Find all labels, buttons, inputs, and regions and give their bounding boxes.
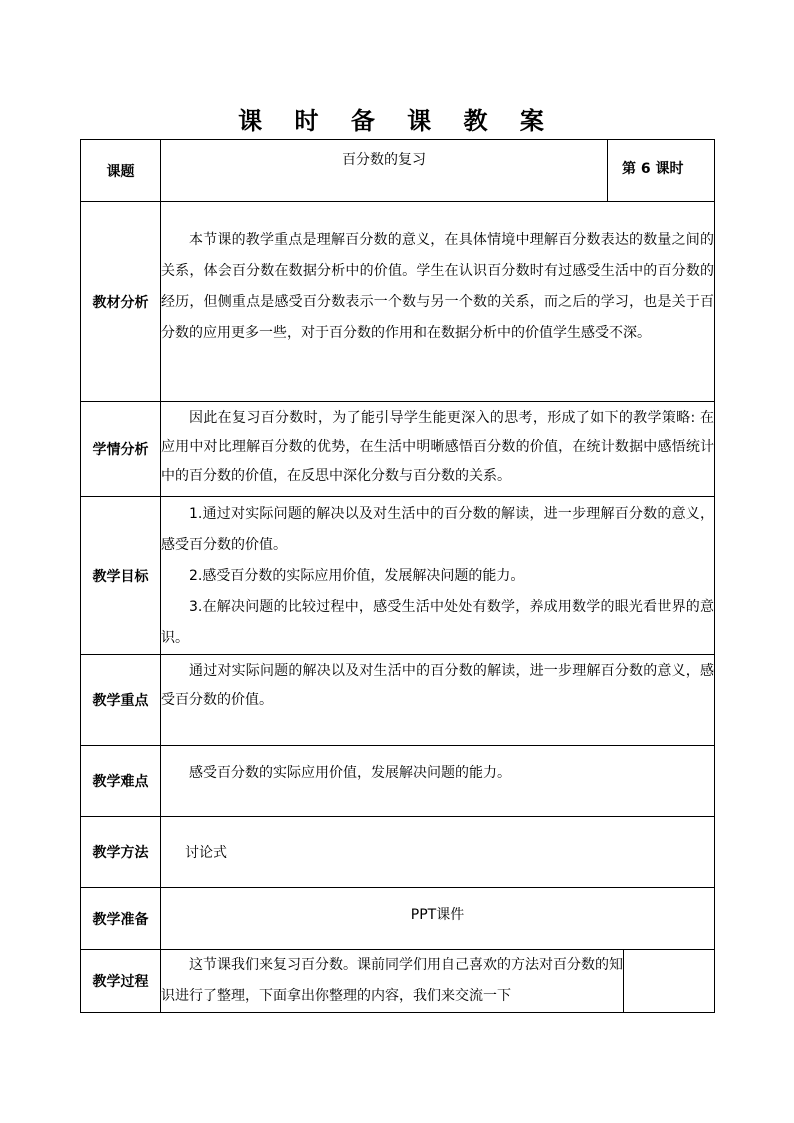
key-points-cell (161, 655, 715, 746)
teaching-process-cell (161, 950, 624, 1013)
material-analysis-text: 本节课的教学重点是理解百分数的意义，在具体情境中理解百分数表达的数量之间的关系，体会百分数在数据分析中的价值。学生在认识百分数时有过感受生活中的百分数的经历，但侧重点是感受百分数表示一个数与另一个数的关系，而之后的学习，也是关于百分数的应用更多一些，对于百分数的作用和在数据分析中的价值学生感受不深。 (161, 232, 714, 341)
teaching-prep-cell: PPT课件 (161, 888, 715, 950)
goal-item-1: 1.通过对实际问题的解决以及对生活中的百分数的解读，进一步理解百分数的意义，感受百分数的价值。 (161, 506, 714, 553)
row-teaching-prep (81, 888, 715, 950)
row-teaching-goals (81, 497, 715, 655)
student-analysis-text: 因此在复习百分数时，为了能引导学生能更深入的思考，形成了如下的教学策略: 在应用中对比理解百分数的优势，在生活中明晰感悟百分数的价值，在统计数据中感悟统计中的百分数的价值，在反思中深化分数与百分数的关系。 (161, 410, 714, 484)
difficult-points-label: 教学难点 (81, 746, 161, 817)
student-analysis-label: 学情分析 (81, 402, 161, 497)
material-analysis-label: 教材分析 (81, 202, 161, 402)
goal-item-2: 2.感受百分数的实际应用价值，发展解决问题的能力。 (189, 568, 525, 584)
teaching-prep-label: 教学准备 (81, 888, 161, 950)
teaching-method-text: 讨论式 (185, 845, 227, 861)
student-analysis-cell (161, 402, 715, 497)
key-points-label: 教学重点 (81, 655, 161, 746)
teaching-process-label: 教学过程 (81, 950, 161, 1013)
row-topic (81, 140, 715, 202)
document-title: 课 时 备 课 教 案 (238, 107, 556, 135)
teaching-method-cell (161, 817, 715, 888)
teaching-method-label: 教学方法 (81, 817, 161, 888)
row-teaching-method (81, 817, 715, 888)
difficult-points-text: 感受百分数的实际应用价值，发展解决问题的能力。 (189, 765, 511, 781)
material-analysis-cell (161, 202, 715, 402)
teaching-goals-cell (161, 497, 715, 655)
topic-label: 课题 (81, 140, 161, 202)
key-points-text: 通过对实际问题的解决以及对生活中的百分数的解读，进一步理解百分数的意义，感受百分数的价值。 (161, 663, 714, 708)
row-difficult-points (81, 746, 715, 817)
row-material-analysis (81, 202, 715, 402)
difficult-points-cell (161, 746, 715, 817)
teaching-process-side-cell (624, 950, 715, 1013)
topic-value: 百分数的复习 (161, 140, 608, 202)
lesson-number: 第 6 课时 (608, 140, 715, 202)
row-student-analysis (81, 402, 715, 497)
row-key-points (81, 655, 715, 746)
goal-item-3: 3.在解决问题的比较过程中，感受生活中处处有数学，养成用数学的眼光看世界的意识。 (161, 599, 714, 646)
teaching-process-text: 这节课我们来复习百分数。课前同学们用自己喜欢的方法对百分数的知识进行了整理，下面拿出你整理的内容，我们来交流一下 (161, 957, 623, 1004)
teaching-goals-label: 教学目标 (81, 497, 161, 655)
lesson-plan-table (80, 139, 715, 1013)
row-teaching-process (81, 950, 715, 1013)
